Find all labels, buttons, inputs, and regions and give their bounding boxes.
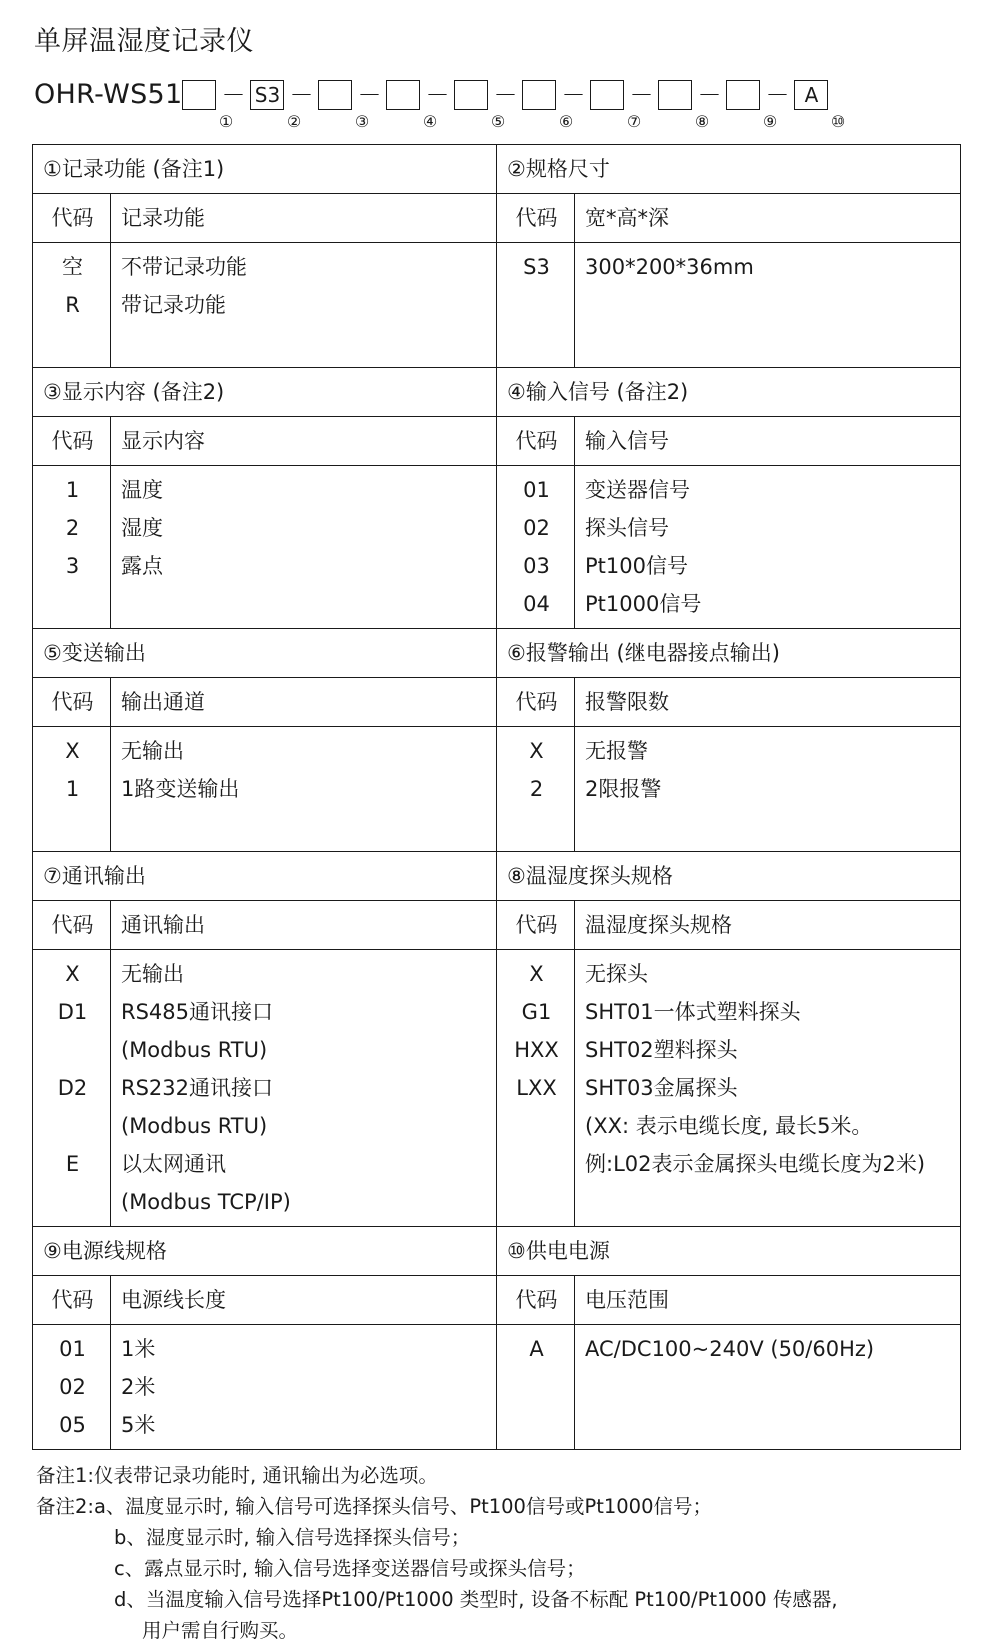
model-box-7 [590,80,624,110]
model-index-9: ⑨ [762,112,778,131]
code-cell: 03 [523,554,550,578]
desc-cell: 无探头 [585,962,648,986]
note-line: d、当温度输入信号选择Pt100/Pt1000 类型时, 设备不标配 Pt100/Pt1000 传感器, [114,1588,838,1611]
column-header-row [33,678,961,727]
model-box-4 [386,80,420,110]
desc-cell: 1米 [121,1337,156,1361]
section-1-left-descs [111,243,497,368]
code-cell: 空 [62,255,83,279]
section-header-row [33,852,961,901]
desc-cell: SHT03金属探头 [585,1076,738,1100]
desc-cell: 无输出 [121,739,184,763]
desc-cell: Pt1000信号 [585,592,702,616]
model-dash-4: － [425,81,450,109]
section-3-right-descs [575,727,961,852]
desc-cell: 无报警 [585,739,648,763]
section-3-left-codes [33,727,111,852]
section-5-right-descs [575,1325,961,1450]
section-4-right-header: ⑧温湿度探头规格 [497,852,961,901]
section-2-right-col-code: 代码 [497,417,575,466]
model-dash-9: － [765,81,790,109]
desc-cell: (Modbus RTU) [121,1038,268,1062]
desc-cell: 不带记录功能 [121,255,247,279]
section-2-left-descs [111,466,497,629]
model-box-9 [726,80,760,110]
section-1-left-header: ①记录功能 (备注1) [33,145,497,194]
section-3-right-col-code: 代码 [497,678,575,727]
desc-cell: 300*200*36mm [585,255,754,279]
desc-cell: 湿度 [121,516,163,540]
table-row [33,243,961,368]
code-cell [507,1145,566,1183]
model-dash-1: － [221,81,246,109]
section-5-left-codes [33,1325,111,1450]
column-header-row [33,417,961,466]
code-cell: S3 [523,255,550,279]
section-3-right-header: ⑥报警输出 (继电器接点输出) [497,629,961,678]
desc-cell: AC/DC100~240V (50/60Hz) [585,1337,875,1361]
desc-cell: SHT02塑料探头 [585,1038,738,1062]
note-line: 备注2:a、温度显示时, 输入信号可选择探头信号、Pt100信号或Pt1000信号； [36,1495,712,1518]
section-5-right-codes [497,1325,575,1450]
section-5-left-descs [111,1325,497,1450]
model-prefix: OHR-WS51 [34,79,183,110]
model-index-row [34,112,960,138]
section-3-left-descs [111,727,497,852]
column-header-row [33,901,961,950]
desc-cell: 探头信号 [585,516,669,540]
section-5-right-header: ⑩供电电源 [497,1227,961,1276]
model-index-8: ⑧ [694,112,710,131]
model-index-1: ① [218,112,234,131]
section-2-left-header: ③显示内容 (备注2) [33,368,497,417]
desc-cell: (Modbus TCP/IP) [121,1190,291,1214]
model-box-8 [658,80,692,110]
section-3-left-col-desc: 输出通道 [111,678,497,727]
model-index-3: ③ [354,112,370,131]
section-4-right-codes [497,950,575,1227]
section-2-left-col-desc: 显示内容 [111,417,497,466]
section-1-right-col-desc: 宽*高*深 [575,194,961,243]
notes-block [36,1460,960,1646]
section-5-right-col-desc: 电压范围 [575,1276,961,1325]
section-5-left-header: ⑨电源线规格 [33,1227,497,1276]
desc-cell: 无输出 [121,962,184,986]
section-1-left-col-code: 代码 [33,194,111,243]
model-index-2: ② [286,112,302,131]
code-cell: HXX [514,1038,559,1062]
section-3-left-header: ⑤变送输出 [33,629,497,678]
section-header-row [33,145,961,194]
desc-cell: 变送器信号 [585,478,690,502]
note-line: b、湿度显示时, 输入信号选择探头信号； [114,1526,471,1549]
model-index-10: ⑩ [830,112,846,131]
code-cell: 04 [523,592,550,616]
section-1-right-descs [575,243,961,368]
section-4-left-header: ⑦通讯输出 [33,852,497,901]
desc-cell: RS232通讯接口 [121,1076,274,1100]
model-index-7: ⑦ [626,112,642,131]
desc-cell: SHT01一体式塑料探头 [585,1000,801,1024]
section-5-right-col-code: 代码 [497,1276,575,1325]
model-index-5: ⑤ [490,112,506,131]
code-cell: G1 [521,1000,552,1024]
code-cell: 01 [59,1337,86,1361]
note-line: 备注1:仪表带记录功能时, 通讯输出为必选项。 [36,1464,438,1487]
code-cell [43,1031,102,1069]
model-dash-6: － [561,81,586,109]
code-cell: R [65,293,80,317]
section-header-row [33,368,961,417]
section-3-left-col-code: 代码 [33,678,111,727]
code-cell: X [65,962,80,986]
model-dash-8: － [697,81,722,109]
model-code-row [34,66,960,110]
model-box-1 [182,80,216,110]
code-cell: X [529,962,544,986]
section-4-left-col-desc: 通讯输出 [111,901,497,950]
note-line: 用户需自行购买。 [142,1619,299,1642]
code-cell: 2 [65,516,80,540]
section-4-right-descs [575,950,961,1227]
desc-cell: 露点 [121,554,163,578]
code-cell: X [529,739,544,763]
section-1-right-header: ②规格尺寸 [497,145,961,194]
section-2-right-codes [497,466,575,629]
section-5-left-col-desc: 电源线长度 [111,1276,497,1325]
section-4-right-col-desc: 温湿度探头规格 [575,901,961,950]
table-row [33,727,961,852]
section-2-left-codes [33,466,111,629]
table-row [33,950,961,1227]
model-dash-5: － [493,81,518,109]
section-4-left-descs [111,950,497,1227]
section-1-left-col-desc: 记录功能 [111,194,497,243]
model-dash-3: － [357,81,382,109]
page-title: 单屏温湿度记录仪 [34,26,254,57]
code-cell: 1 [65,478,80,502]
desc-cell: 2米 [121,1375,156,1399]
model-index-4: ④ [422,112,438,131]
section-3-right-codes [497,727,575,852]
desc-cell: 带记录功能 [121,293,226,317]
table-row [33,1325,961,1450]
code-cell: LXX [516,1076,557,1100]
desc-cell: RS485通讯接口 [121,1000,274,1024]
model-box-2: S3 [250,80,284,110]
section-1-right-codes [497,243,575,368]
model-box-6 [522,80,556,110]
desc-cell: 1路变送输出 [121,777,240,801]
model-box-5 [454,80,488,110]
section-2-right-col-desc: 输入信号 [575,417,961,466]
section-1-right-col-code: 代码 [497,194,575,243]
code-cell [43,1183,102,1221]
code-cell: 02 [523,516,550,540]
section-5-left-col-code: 代码 [33,1276,111,1325]
code-cell: 05 [59,1413,86,1437]
model-dash-2: － [289,81,314,109]
code-cell: 2 [529,777,544,801]
desc-cell: (Modbus RTU) [121,1114,268,1138]
section-1-left-codes [33,243,111,368]
code-cell: X [65,739,80,763]
desc-cell: 2限报警 [585,777,662,801]
column-header-row [33,194,961,243]
desc-cell: 5米 [121,1413,156,1437]
section-2-left-col-code: 代码 [33,417,111,466]
section-4-right-col-code: 代码 [497,901,575,950]
code-cell: D2 [57,1076,88,1100]
section-4-left-col-code: 代码 [33,901,111,950]
section-header-row [33,629,961,678]
note-line: c、露点显示时, 输入信号选择变送器信号或探头信号； [114,1557,586,1580]
desc-cell: (XX: 表示电缆长度, 最长5米。 [585,1114,873,1138]
desc-cell: 以太网通讯 [121,1152,226,1176]
section-4-left-codes [33,950,111,1227]
model-index-6: ⑥ [558,112,574,131]
code-cell: A [529,1337,544,1361]
desc-cell: 例:L02表示金属探头电缆长度为2米) [585,1152,926,1176]
desc-cell: Pt100信号 [585,554,688,578]
desc-cell: 温度 [121,478,163,502]
column-header-row [33,1276,961,1325]
section-3-right-col-desc: 报警限数 [575,678,961,727]
table-row [33,466,961,629]
code-cell [43,1107,102,1145]
code-cell: E [65,1152,80,1176]
model-dash-7: － [629,81,654,109]
section-2-right-header: ④输入信号 (备注2) [497,368,961,417]
code-cell: 02 [59,1375,86,1399]
code-cell: 1 [65,777,80,801]
code-cell: 01 [523,478,550,502]
model-box-3 [318,80,352,110]
model-box-10: A [794,80,828,110]
section-header-row [33,1227,961,1276]
spec-table [32,144,961,1450]
section-2-right-descs [575,466,961,629]
code-cell [507,1107,566,1145]
code-cell: 3 [65,554,80,578]
code-cell: D1 [57,1000,88,1024]
